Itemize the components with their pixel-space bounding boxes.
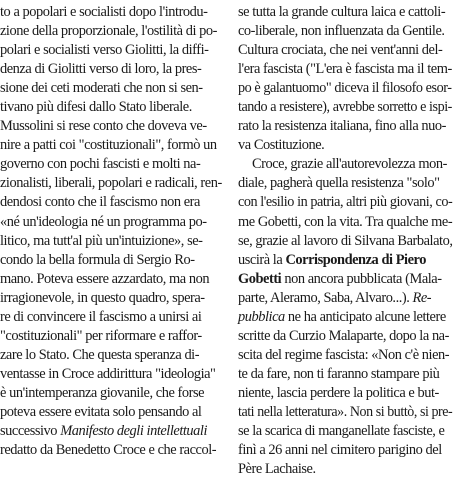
text-segment: successivo [0,423,61,440]
text-line: rato la resistenza italiana, fino alla nuo- [238,118,447,135]
book-title-bold: Corrispondenza di Piero [285,251,426,268]
text-line: me Gobetti, con la vita. Tra qualche me- [238,213,453,230]
text-segment: ne ha anticipato alcune lettere [284,308,446,325]
text-line: con l'esilio in patria, altri più giovani, co- [238,194,453,211]
text-line: va Costituzione. [238,137,325,154]
text-segment: non ancora pubblicata (Mala- [281,270,442,287]
text-line: tando a resistere), avrebbe sorretto e ispi- [238,99,452,116]
text-line: zare lo Stato. Che questa speranza di- [0,346,200,363]
text-line: Cultura crociata, che nei vent'anni del- [238,42,443,59]
text-line: governo con pochi fascisti e molti na- [0,156,201,173]
text-line: denza di Giolitti verso di loro, la pres- [0,61,202,78]
text-line: finì a 26 anni nel cimitero parigino del [238,442,442,459]
newspaper-name: pubblica [238,308,285,325]
text-line: po è galantuomo" diceva il filosofo esor- [238,80,452,97]
book-title: Manifesto degli intellettuali [60,423,208,440]
text-line: re di convincere il fascismo a unirsi ai [0,308,202,325]
text-line: niente, lascia perdere la politica e but- [238,384,439,401]
article-column-right [238,3,452,479]
text-line: litico, ma tutt'al più un'intuizione», se- [0,232,203,249]
text-line: Père Lachaise. [238,461,316,478]
text-line: te da fare, non ti faranno stampare più [238,365,440,382]
text-line: irragionevole, in questo quadro, spera- [0,289,205,306]
text-line: scritte da Curzio Malaparte, dopo la na- [238,327,449,344]
text-line: è un'intemperanza giovanile, che forse [0,384,205,401]
book-title-bold: Gobetti [238,270,282,287]
text-line: condo la bella formula di Sergio Ro- [0,251,195,268]
text-line: redatto da Benedetto Croce e che raccol- [0,442,217,459]
text-segment: uscirà la [238,251,286,268]
text-line: diale, pagherà quella resistenza "solo" [238,175,440,192]
text-line: poteva essere evitata solo pensando al [0,403,202,420]
text-line [238,270,452,289]
text-line [238,308,452,327]
text-segment: parte, Aleramo, Saba, Alvaro...). [238,289,413,306]
text-line: polari e socialisti verso Giolitti, la diffi- [0,42,209,59]
text-line [238,289,452,308]
text-line: «né un'ideologia né un programma po- [0,213,207,230]
text-line: to a popolari e socialisti dopo l'introdu- [0,4,208,20]
text-line: co-liberale, non influenzata da Gentile. [238,23,445,40]
text-line: "costituzionali" per riformare e raffor- [0,327,202,344]
text-line: Mussolini si rese conto che doveva ve- [0,118,207,135]
text-line: tivano più difesi dallo Stato liberale. [0,99,192,116]
text-line: se, grazie al lavoro di Silvana Barbalato, [238,232,453,249]
text-line: ventasse in Croce addirittura "ideologia" [0,365,216,382]
text-line: scita del regime fascista: «Non c'è nien- [238,346,450,363]
text-line [238,251,452,270]
text-line: Croce, grazie all'autorevolezza mon- [252,156,447,173]
text-line: sione dei ceti moderati che non si sen- [0,80,203,97]
text-line: dendosi conto che il fascismo non era [0,194,200,211]
text-line: l'era fascista ("L'era è fascista ma il tem- [238,61,452,78]
text-line: tati nella letteratura». Non si buttò, si pre- [238,403,453,420]
text-line: mano. Poteva essere azzardato, ma non [0,270,210,287]
text-line: zione della proporzionale, l'ostilità di po- [0,23,217,40]
text-line: zionalisti, liberali, popolari e radicali, ren- [0,175,222,192]
text-line: nire a patti coi "costituzionali", formò un [0,137,217,154]
text-line [0,422,226,441]
article-column-left [0,3,226,460]
text-line: se la scarica di manganellate fasciste, e [238,423,445,440]
text-line: se tutta la grande cultura laica e cattoli- [238,4,446,20]
newspaper-name: Re- [412,289,432,306]
